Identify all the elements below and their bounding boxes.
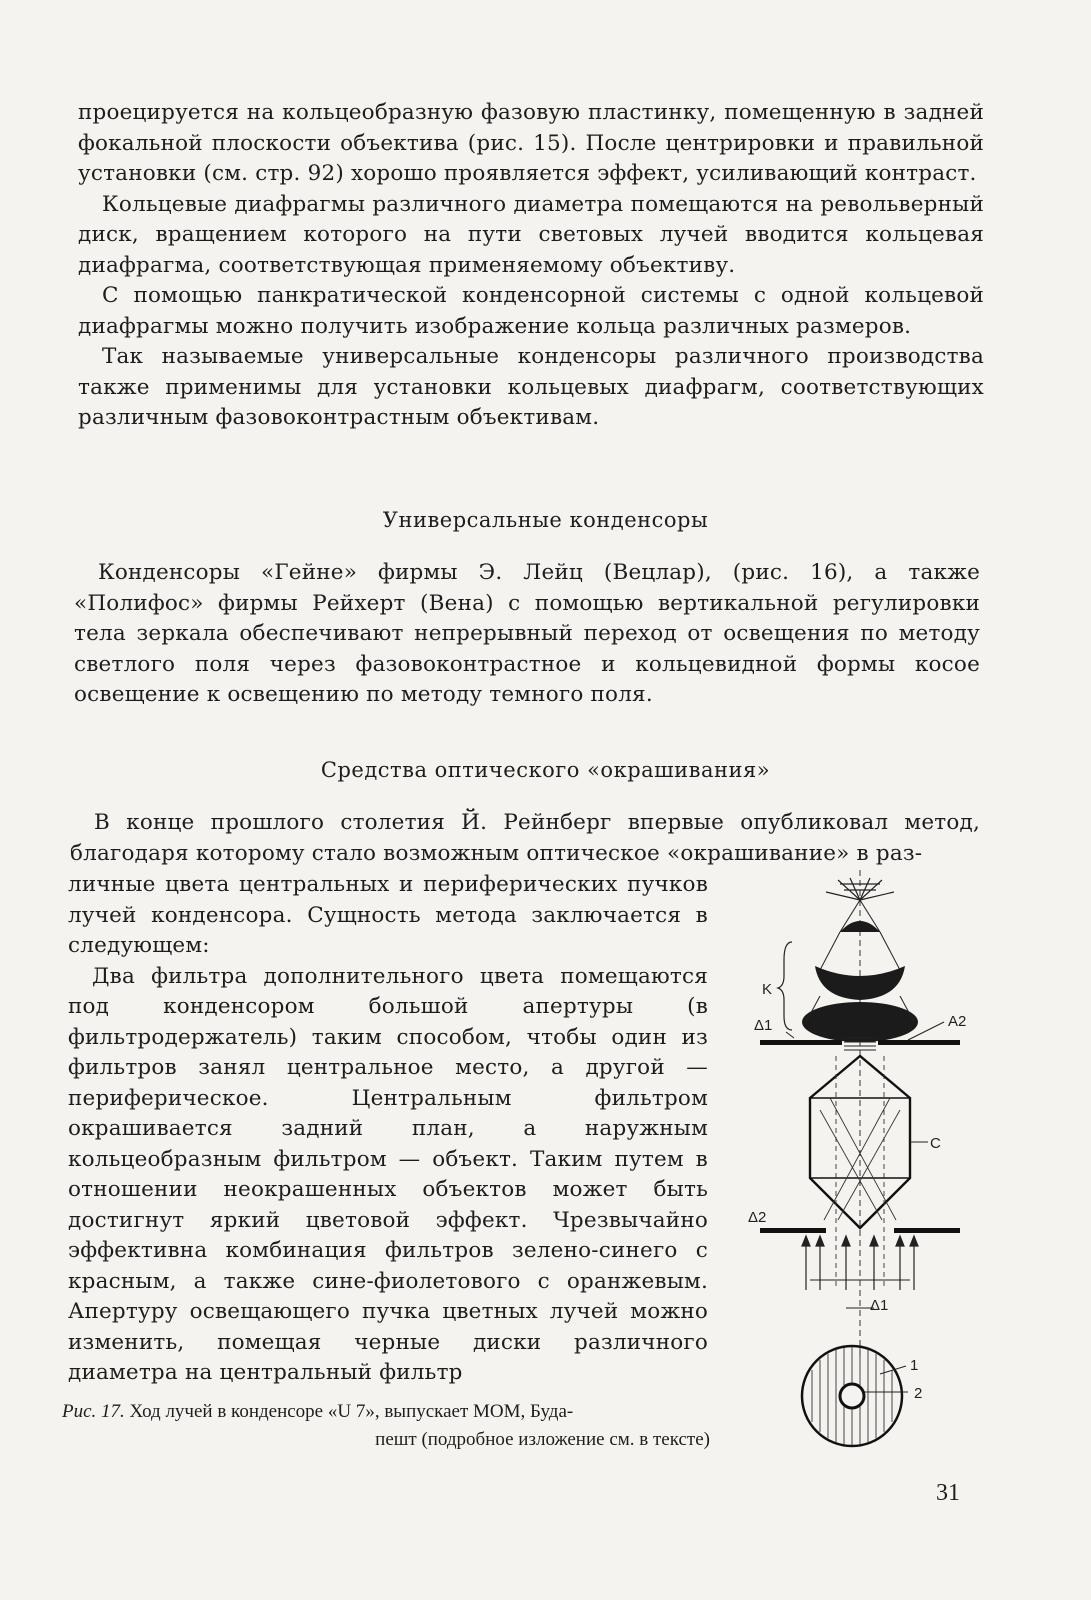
caption-line-1: Ход лучей в конденсоре «U 7», выпускает МОМ, Буда- xyxy=(124,1401,574,1422)
section-heading: Средства оптического «окрашивания» xyxy=(320,758,771,782)
paragraph: С помощью панкратической конденсорной системы с одной кольцевой диафрагмы можно получить изображение кольца различных размеров. xyxy=(78,283,984,339)
diaphragm-a1-right xyxy=(878,1040,960,1045)
figure-caption xyxy=(62,1398,710,1454)
label-a1-bottom: Δ1 xyxy=(870,1297,889,1314)
section1-text xyxy=(74,558,980,711)
section2-text-full xyxy=(70,808,980,869)
label-a2-top: A2 xyxy=(948,1013,967,1030)
center-stop xyxy=(840,1384,864,1408)
label-1: 1 xyxy=(910,1357,919,1374)
bracket-k xyxy=(778,942,792,1030)
paragraph: В конце прошлого столетия Й. Рейнберг впервые опубликовал метод, благодаря которому стало возможным оптическое «окрашивание» в раз- xyxy=(70,810,980,866)
paragraph: Два фильтра дополнительного цвета помещаются под конденсором большой апертуры (в фильтродержатель) таким способом, чтобы один из фильтров занял центральное место, а другой — периферическое. Центральным фильтром окрашивается задний план, а наружным кольцеобразным фильтром — объект. Таким путем в отношении неокрашенных объектов может быть достигнут яркий цветовой эффект. Чрезвычайно эффективна комбинация фильтров зелено-синего с красным, а также сине-фиолетового с оранжевым. Апертуру освещающего пучка цветных лучей можно изменить, помещая черные диски различного диаметра на центральный фильтр xyxy=(68,963,708,1385)
caption-line-2: пешт (подробное изложение см. в тексте) xyxy=(375,1429,710,1450)
top-text xyxy=(78,98,984,434)
paragraph: проецируется на кольцеобразную фазовую пластинку, помещенную в задней фокальной плоскости объектива (рис. 15). После центрировки и правильной установки (см. стр. 92) хорошо проявляется эффект, усиливающий контраст. xyxy=(78,100,984,186)
diaphragm-a2-left xyxy=(760,1228,826,1233)
label-2: 2 xyxy=(914,1385,923,1402)
paragraph: Так называемые универсальные конденсоры различного производства также применимы для установки кольцевых диафрагм, соответствующих различным фазовоконтрастным объективам. xyxy=(78,344,984,430)
section-heading: Универсальные конденсоры xyxy=(382,508,709,532)
condenser-lens xyxy=(802,1002,918,1042)
page-number: 31 xyxy=(936,1480,960,1506)
condenser-ray-diagram xyxy=(740,870,970,1460)
paragraph: Кольцевые диафрагмы различного диаметра помещаются на револьверный диск, вращением которого на пути световых лучей вводится кольцевая диафрагма, соответствующая применяемому объективу. xyxy=(78,191,984,278)
paragraph: личные цвета центральных и периферических пучков лучей конденсора. Сущность метода заключается в следующем: xyxy=(68,872,708,958)
label-k: K xyxy=(762,981,773,998)
label-a1-top: Δ1 xyxy=(754,1017,773,1034)
figure-ref: Рис. 17. xyxy=(62,1401,125,1422)
label-a2-bottom: Δ2 xyxy=(748,1209,767,1226)
paragraph: Конденсоры «Гейне» фирмы Э. Лейц (Вецлар), (рис. 16), а также «Полифос» фирмы Рейхерт (Вена) с помощью вертикальной регулировки тела зеркала обеспечивают непрерывный переход от освещения по методу светлого поля через фазовоконтрастное и кольцевидной формы косое освещение к освещению по методу темного поля. xyxy=(74,560,980,707)
diaphragm-a1 xyxy=(760,1040,842,1045)
diaphragm-a2-right xyxy=(894,1228,960,1233)
label-c: C xyxy=(930,1135,941,1152)
section2-text-narrow xyxy=(68,870,708,1389)
